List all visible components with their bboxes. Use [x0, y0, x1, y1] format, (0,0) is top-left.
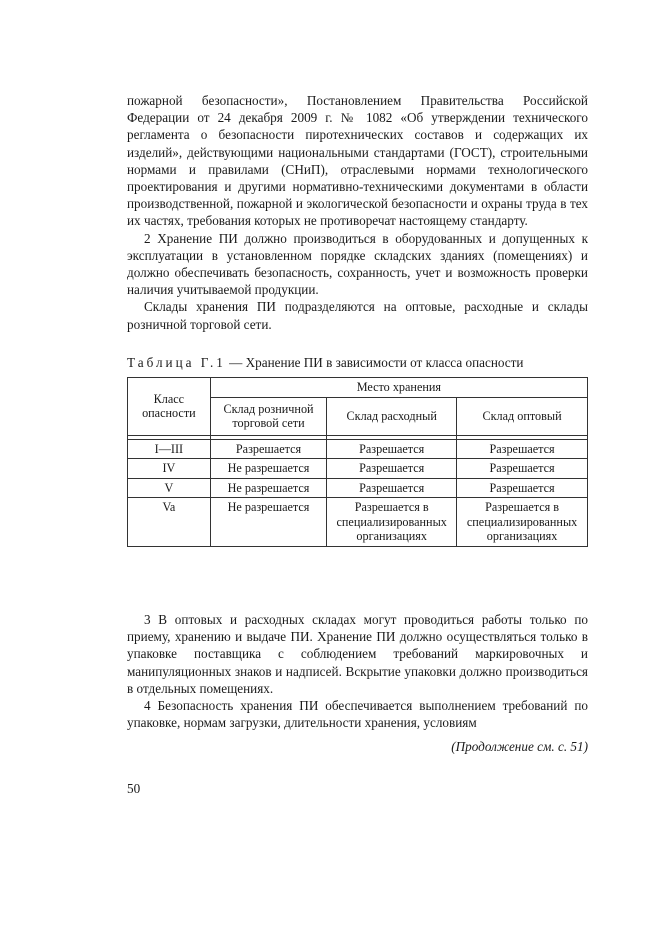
cell-expense: Разрешается в специализированных организациях: [327, 498, 457, 547]
table-row: [128, 439, 588, 459]
storage-table: [127, 377, 588, 547]
cell-class: V: [128, 478, 211, 498]
header-expense: Склад расходный: [327, 397, 457, 435]
header-storage-place: Место хранения: [210, 378, 587, 398]
cell-expense: Разрешается: [327, 439, 457, 459]
continuation-note: (Продолжение см. с. 51): [451, 739, 588, 754]
cell-class: Va: [128, 498, 211, 547]
paragraph-2: 2 Хранение ПИ должно производиться в оборудованных и допущенных к эксплуатации в установленном порядке складских зданиях (помещениях) и должно обеспечивать безопасность, сохранность, учет и возможность проверки наличия учитываемой продукции.: [127, 230, 588, 298]
cell-retail: Не разрешается: [210, 478, 327, 498]
cell-expense: Разрешается: [327, 459, 457, 479]
cell-class: I—III: [128, 439, 211, 459]
cell-expense: Разрешается: [327, 478, 457, 498]
table-row: [128, 478, 588, 498]
cell-class: IV: [128, 459, 211, 479]
paragraph-1: пожарной безопасности», Постановлением Правительства Российской Федерации от 24 декабря 2009 г. № 1082 «Об утверждении технического регламента о безопасности пиротехнических составов и содержащих их изделий», действующими национальными стандартами (ГОСТ), строительными нормами и правилами (СНиП), отраслевыми нормами технологического проектирования и другими нормативно-техническими документами в области производственной, пожарной и экологической безопасности и охраны труда в тех их частях, требования которых не противоречат настоящему стандарту.: [127, 93, 588, 229]
table-row: [128, 459, 588, 479]
paragraph-4: 3 В оптовых и расходных складах могут проводиться работы только по приему, хранению и выдаче ПИ. Хранение ПИ должно осуществляться только в упаковке поставщика с соблюдением требований маркировочных и манипуляционных знаков и надписей. Вскрытие упаковки должно производиться в отдельных помещениях.: [127, 612, 588, 696]
cell-retail: Разрешается: [210, 439, 327, 459]
header-class: Класс опасности: [128, 378, 211, 436]
cell-wholesale: Разрешается: [457, 459, 588, 479]
header-wholesale: Склад оптовый: [457, 397, 588, 435]
table-caption-label: Таблица Г.1: [127, 355, 226, 370]
cell-retail: Не разрешается: [210, 498, 327, 547]
table-caption: [127, 355, 588, 371]
paragraph-5: 4 Безопасность хранения ПИ обеспечивается выполнением требований по упаковке, нормам загрузки, длительности хранения, условиям: [127, 698, 588, 731]
paragraph-3: Склады хранения ПИ подразделяются на оптовые, расходные и склады розничной торговой сети.: [127, 299, 588, 332]
cell-retail: Не разрешается: [210, 459, 327, 479]
table-caption-text: — Хранение ПИ в зависимости от класса опасности: [229, 355, 524, 370]
cell-wholesale: Разрешается: [457, 439, 588, 459]
top-text: [127, 92, 588, 333]
header-retail: Склад розничной торговой сети: [210, 397, 327, 435]
cell-wholesale: Разрешается в специализированных организациях: [457, 498, 588, 547]
table-row: [128, 498, 588, 547]
page-number: 50: [127, 781, 141, 796]
cell-wholesale: Разрешается: [457, 478, 588, 498]
bottom-text: [127, 611, 588, 731]
